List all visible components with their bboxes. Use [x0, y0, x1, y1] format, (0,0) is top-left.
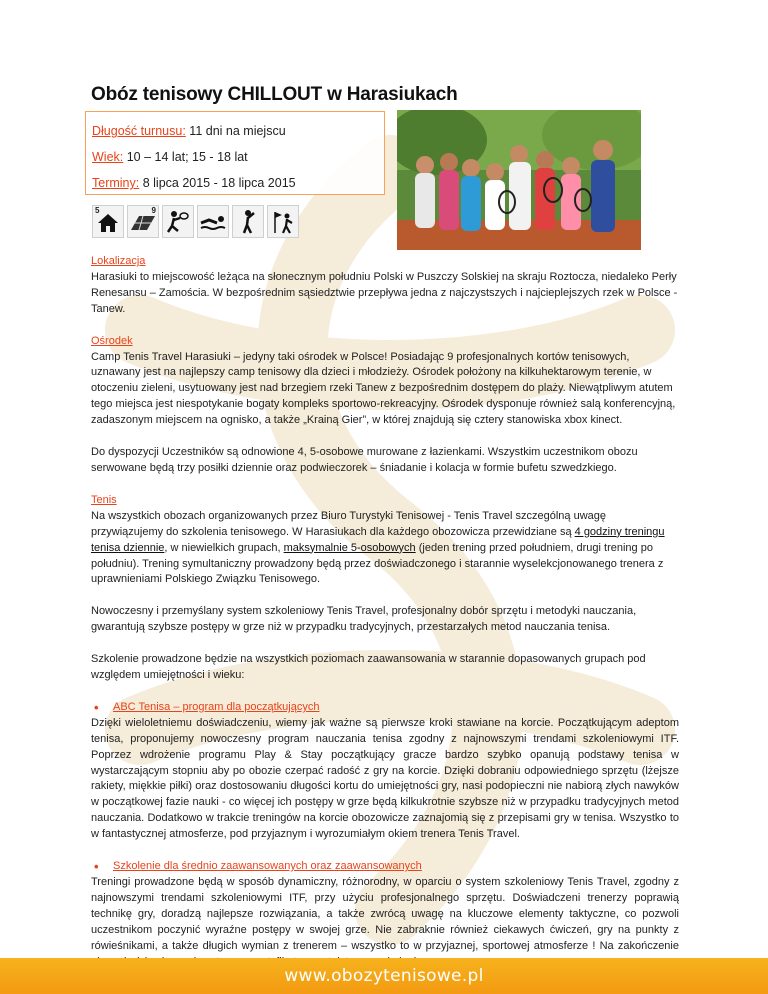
info-label: Wiek:: [92, 150, 124, 164]
footer-url[interactable]: www.obozytenisowe.pl: [284, 966, 484, 986]
footer-bar: [0, 958, 768, 994]
info-row-age: [92, 144, 384, 170]
house-icon: [92, 205, 124, 238]
section-heading: Tenis: [91, 493, 117, 506]
info-value: 10 – 14 lat; 15 - 18 lat: [126, 150, 248, 164]
highlight-hours: 4 godziny treningu tenisa dziennie: [91, 525, 665, 554]
program-beginners: [91, 700, 679, 843]
info-row-dates: [92, 170, 384, 196]
section-heading: Ośrodek: [91, 334, 133, 347]
tennis-court-icon: [127, 205, 159, 238]
section-osrodek: [91, 334, 679, 429]
section-osrodek-rooms: Do dyspozycji Uczestników są odnowione 4, 5-osobowe murowane z łazienkami. Wszystkim uczestnikom obozu serwowane będą trzy posiłki dziennie oraz podwieczorek – śniadanie i kolacja w formie bufetu szwedzkiego.: [91, 446, 638, 474]
section-heading: Lokalizacja: [91, 255, 146, 267]
program-label: Szkolenie dla średnio zaawansowanych oraz zaawansowanych: [113, 860, 422, 873]
golf-flag-icon: [267, 205, 299, 238]
camp-info-box: [85, 111, 385, 195]
program-text: Treningi prowadzone będą w sposób dynamiczny, różnorodny, w oparciu o system szkoleniowy Tenis Travel, zgodny z najnowszymi trendami szkoleniowymi ITF, przy użyciu profesjonalnego sprzętu. Doświadczeni trenerzy poprawią technikę gry, doradzą najlepsze rozwiązania, a także zwrócą uwagę na kluczowe elementy taktyczne, co pozwoli uczestnikom poczynić wyraźne postępy w swojej grze. Nie zabraknie również ciekawych ćwiczeń, gry na punkty z rówieśnikami, a także długich wymian z trenerem – wszystko to w przyjaznej, sportowej atmosferze ! Na zakończenie: [91, 876, 679, 952]
section-lokalizacja: [91, 254, 679, 318]
text-part: Na wszystkich obozach organizowanych przez Biuro Turystyki Tenisowej - Tenis Travel szczególną uwagę przywiązujemy do szkolenia tenisowego. W Harasiukach dla każdego obozowicza przewidziane są: [91, 509, 606, 538]
main-content: [91, 254, 679, 986]
text-part: (jeden trening przed południem, drugi trening po południu). Trening symultaniczny prowadzony będą przez doświadczonego i starannie wyselekcjonowanego trenera z uprawnieniami Polskiego Związku Tenisowego.: [91, 541, 664, 586]
paragraph-levels: Szkolenie prowadzone będzie na wszystkich poziomach zaawansowania w starannie dopasowanych grupach pod względem umiejętności i wieku:: [91, 653, 646, 682]
amenity-icons-row: [92, 205, 299, 241]
text-part: , w niewielkich grupach,: [164, 541, 284, 554]
info-label: Terminy:: [92, 176, 140, 190]
section-text: [91, 509, 679, 589]
paragraph-system: Nowoczesny i przemyślany system szkoleniowy Tenis Travel, profesjonalny dobór sprzętu i metodyki nauczania, gwarantują szybsze postępy w grze niż w przypadku tradycyjnych, przestarzałych metod nauczania tenisa.: [91, 605, 637, 634]
info-label: Długość turnusu:: [92, 124, 186, 138]
program-label: ABC Tenisa – program dla początkujących: [113, 700, 320, 713]
golf-icon: [232, 205, 264, 238]
list-item: [91, 859, 679, 875]
highlight-group-size: maksymalnie 5-osobowych: [283, 541, 416, 554]
info-value: 8 lipca 2015 - 18 lipca 2015: [142, 176, 296, 190]
program-text: Dzięki wieloletniemu doświadczeniu, wiemy jak ważne są pierwsze kroki stawiane na korcie. Początkującym adeptom tenisa, proponujemy nowoczesny program nauczania tenisa zgodny z najnowszymi trendami szkoleniowymi ITF. Poprzez wdrożenie programu Play & Stay początkujący gracze bardzo szybko opanują podstawy tenisa w wystarczającym stopniu aby po obozie czerpać radość z gry na korcie. Dzięki dobraniu odpowiedniego sprzętu (lżejsze rakiety, miękkie piłki) oraz dostosowaniu długości kortu do umiejętności gry, nasi podopieczni nie nabiorą złych nawyków w początkowej fazie nauki - co więcej ich postępy w grze będą kilkukrotnie szybsze niż w przypadku tradycyjnych metod nauczania. Dodatkowo w trakcie treningów na korcie obozowicze zaznajomią się z przepisami gry w tenisa. Wszystko to w fantastycznej atmosferze, pod przyjaznym i wyrozumiałym okiem trenera Tenis Travel.: [91, 716, 679, 841]
group-photo: [397, 110, 641, 250]
section-tenis: [91, 493, 679, 588]
tennis-player-icon: [162, 205, 194, 238]
icon-number: 5: [95, 206, 100, 215]
info-value: 11 dni na miejscu: [189, 124, 286, 138]
section-text: Harasiuki to miejscowość leżąca na słonecznym południu Polski w Puszczy Solskiej na skraju Roztocza, niedaleko Perły Renesansu – Zamościa. W bezpośrednim sąsiedztwie przepływa jedna z najczystszych i najcieplejszych rzek w Polsce - Tanew.: [91, 270, 678, 315]
program-advanced: [91, 859, 679, 970]
swimmer-icon: [197, 205, 229, 238]
page-title: Obóz tenisowy CHILLOUT w Harasiukach: [91, 84, 458, 105]
list-item: [91, 700, 679, 716]
icon-number: 9: [151, 206, 156, 215]
section-text: Camp Tenis Travel Harasiuki – jedyny taki ośrodek w Polsce! Posiadając 9 profesjonalnych kortów tenisowych, uznawany jest na najlepszy camp tenisowy dla dzieci i młodzieży. Ośrodek położony na kilkuhektarowym terenie, w otoczeniu zieleni, usytuowany jest nad brzegiem rzeki Tanew z bezpośrednim dostępem do plaży. Niewątpliwym atutem tego miejsca jest niespotykanie bogaty kompleks sportowo-rekreacyjny. Ośrodek dysponuje również salą konferencyjną, zadaszonym miejscem na ognisko, a także „Krainą Gier”, w której znajdują się cztery stanowiska xbox kinect.: [91, 350, 676, 427]
info-row-duration: [92, 118, 384, 144]
